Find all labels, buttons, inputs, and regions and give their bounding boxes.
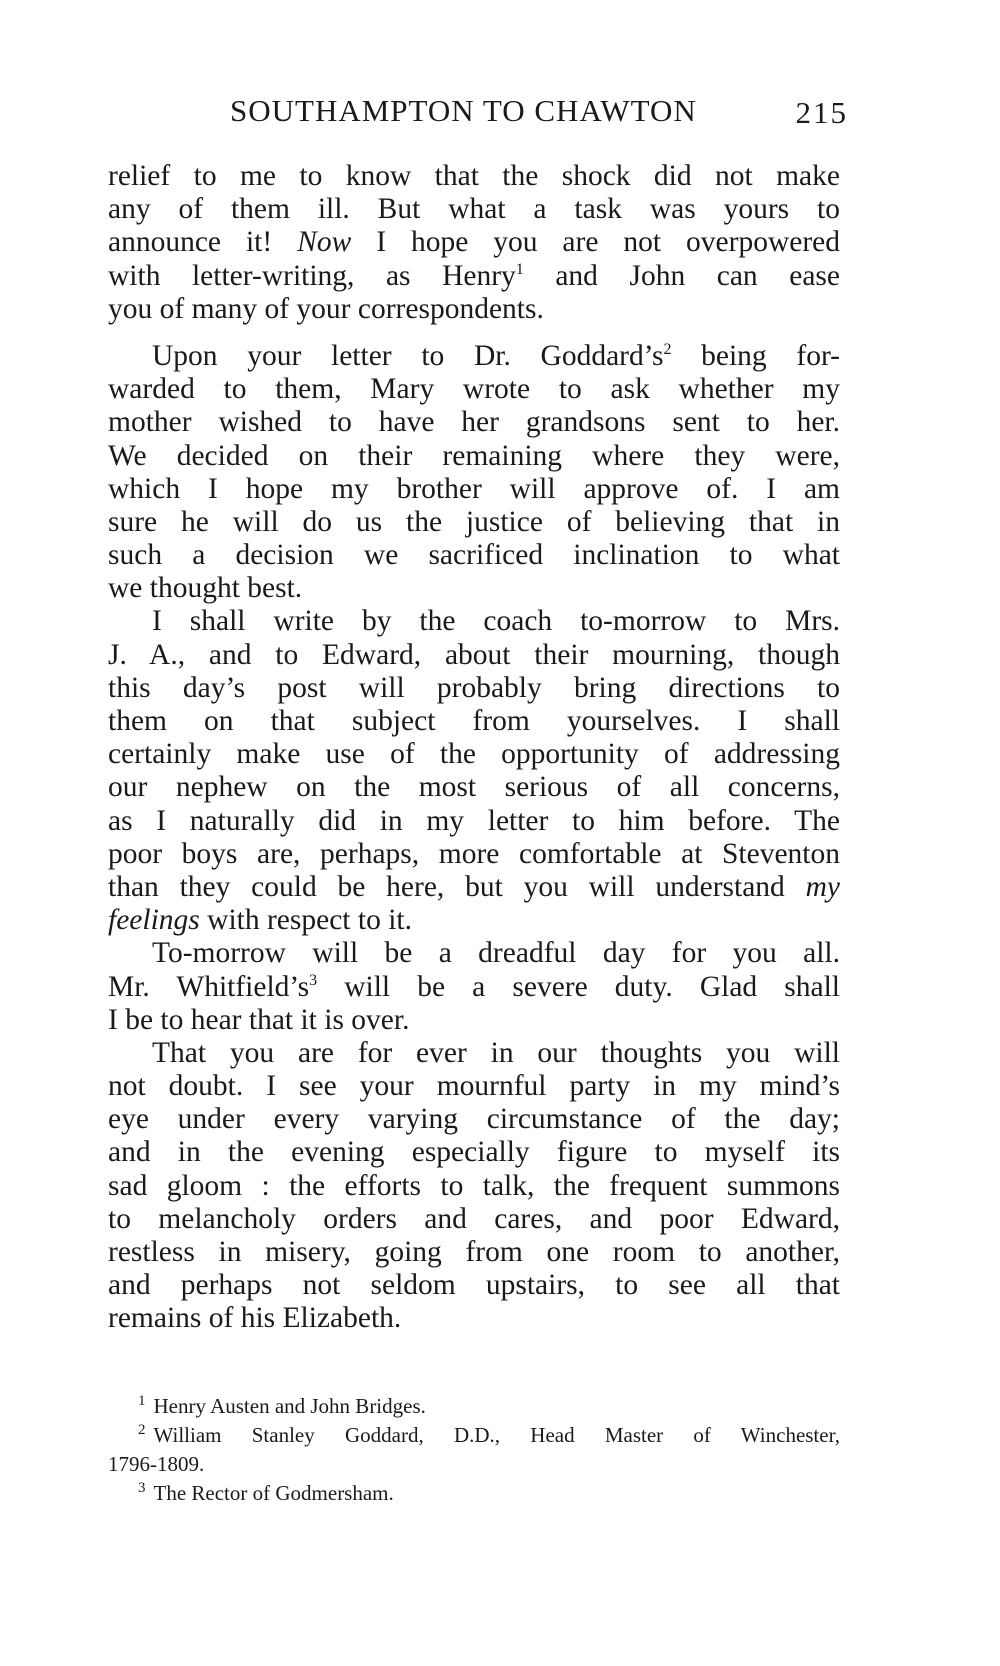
text-line (108, 406, 840, 439)
text-segment: Upon your letter to Dr. Goddard’s (152, 339, 664, 372)
footnote-line (108, 1421, 840, 1450)
footnote-number: 1 (138, 1393, 146, 1409)
text-line (108, 971, 840, 1004)
text-line (108, 160, 840, 193)
text-segment: That you are for ever in our thoughts you will (152, 1036, 840, 1069)
text-line (108, 1070, 840, 1103)
footnote-line (108, 1450, 840, 1479)
text-line (108, 193, 840, 226)
text-segment: you of many of your correspondents. (108, 292, 544, 325)
footnote-text: 1796-1809. (108, 1452, 205, 1476)
text-line (108, 1302, 840, 1335)
text-segment: To-morrow will be a dreadful day for you all. (152, 937, 840, 970)
footnote-number: 3 (138, 1480, 146, 1496)
text-segment: restless in misery, going from one room to another, (108, 1236, 840, 1268)
text-segment: We decided on their remaining where they were, (108, 439, 840, 472)
footnote-text: Henry Austen and John Bridges. (153, 1394, 426, 1418)
paragraph (108, 1037, 840, 1336)
text-segment: any of them ill. But what a task was yours to (108, 193, 840, 226)
text-line (108, 373, 840, 406)
text-segment: I be to hear that it is over. (108, 1003, 410, 1036)
text-line (108, 572, 840, 605)
footnote-line (108, 1479, 840, 1508)
paragraph-gap (108, 326, 840, 340)
text-line (108, 1236, 840, 1269)
text-line (108, 1269, 840, 1302)
body-text (108, 160, 840, 1336)
text-segment: announce it! (108, 226, 298, 259)
text-line (108, 226, 840, 259)
text-segment: than they could be here, but you will understand (108, 870, 806, 903)
text-line (108, 672, 840, 705)
text-segment: and perhaps not seldom upstairs, to see all that (108, 1269, 840, 1302)
text-segment: mother wished to have her grandsons sent to her. (108, 406, 840, 439)
text-line (108, 805, 840, 838)
text-segment: being for- (671, 339, 841, 372)
text-segment: certainly make use of the opportunity of addressing (108, 738, 840, 771)
footnote-text: William Stanley Goddard, D.D., Head Master of Winchester, (153, 1423, 840, 1447)
text-segment: which I hope my brother will approve of. I am (108, 472, 840, 505)
italic-text: my (805, 870, 840, 903)
text-line (108, 705, 840, 738)
text-segment: J. A., and to Edward, about their mourning, though (108, 638, 840, 671)
running-title: SOUTHAMPTON TO CHAWTON (230, 93, 697, 128)
text-line (108, 440, 840, 473)
text-line (108, 340, 840, 373)
text-segment: them on that subject from yourselves. I shall (108, 705, 840, 737)
text-segment: with respect to it. (199, 904, 412, 937)
text-segment: to melancholy orders and cares, and poor Edward, (108, 1202, 840, 1235)
text-segment: I shall write by the coach to-morrow to Mrs. (152, 605, 840, 638)
footnote-marker: 1 (515, 260, 524, 278)
page-number: 215 (795, 95, 848, 130)
footnote-marker: 3 (309, 971, 318, 989)
text-segment: will be a severe duty. Glad shall (317, 970, 840, 1003)
text-line (108, 771, 840, 804)
footnote-number: 2 (138, 1422, 146, 1438)
text-line (108, 871, 840, 904)
paragraph (108, 326, 840, 606)
text-segment: remains of his Elizabeth. (108, 1302, 402, 1335)
text-line (108, 1103, 840, 1136)
text-segment: with letter-writing, as Henry (108, 259, 516, 292)
text-line (108, 738, 840, 771)
text-segment: eye under every varying circumstance of the day; (108, 1103, 840, 1136)
text-segment: I hope you are not overpowered (351, 226, 841, 259)
text-line (108, 260, 840, 293)
footnote-line (108, 1392, 840, 1421)
italic-text: feelings (108, 904, 200, 937)
footnote (108, 1392, 840, 1421)
text-line (108, 937, 840, 970)
text-line (108, 605, 840, 638)
text-line (108, 1136, 840, 1169)
text-segment: such a decision we sacrificed inclination to what (108, 539, 840, 572)
text-segment: and John can ease (523, 259, 840, 292)
text-line (108, 1170, 840, 1203)
footnote (108, 1479, 840, 1508)
paragraph (108, 605, 840, 937)
text-line (108, 838, 840, 871)
text-segment: sad gloom : the efforts to talk, the frequent summons (108, 1169, 840, 1202)
text-line (108, 473, 840, 506)
text-line (108, 1037, 840, 1070)
text-segment: as I naturally did in my letter to him before. The (108, 804, 840, 837)
text-line (108, 639, 840, 672)
text-line (108, 1004, 840, 1037)
text-line (108, 904, 840, 937)
paragraph (108, 937, 840, 1037)
text-line (108, 506, 840, 539)
text-segment: our nephew on the most serious of all concerns, (108, 771, 840, 804)
italic-text: Now (297, 226, 352, 259)
text-segment: we thought best. (108, 572, 303, 605)
text-segment: warded to them, Mary wrote to ask whether my (108, 373, 840, 406)
text-segment: sure he will do us the justice of believing that in (108, 505, 840, 538)
running-head (108, 93, 848, 137)
text-line (108, 539, 840, 572)
footnote-marker: 2 (663, 341, 672, 359)
text-segment: and in the evening especially figure to myself its (108, 1136, 840, 1169)
text-segment: this day’s post will probably bring directions to (108, 671, 840, 704)
text-segment: relief to me to know that the shock did not make (108, 160, 840, 192)
paragraph (108, 160, 840, 326)
text-line (108, 293, 840, 326)
text-segment: not doubt. I see your mournful party in my mind’s (108, 1070, 840, 1103)
text-segment: poor boys are, perhaps, more comfortable at Steventon (108, 837, 840, 870)
footnote (108, 1421, 840, 1479)
text-segment: Mr. Whitfield’s (108, 970, 310, 1003)
footnote-text: The Rector of Godmersham. (153, 1481, 394, 1505)
text-line (108, 1203, 840, 1236)
footnotes (108, 1392, 840, 1508)
